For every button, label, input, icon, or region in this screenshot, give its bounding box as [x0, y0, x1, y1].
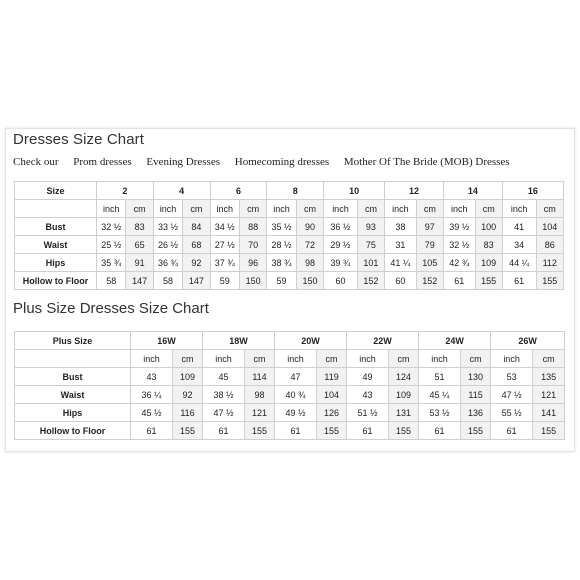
standard-unit-inch: inch [267, 200, 296, 218]
standard-size-heading: 16 [502, 182, 563, 200]
plus-cm-value: 141 [533, 404, 565, 422]
plus-cm-value: 116 [173, 404, 203, 422]
plus-cm-value: 130 [461, 368, 491, 386]
standard-size-heading: 14 [443, 182, 502, 200]
plus-cm-value: 155 [533, 422, 565, 440]
link-prom-dresses[interactable]: Prom dresses [73, 156, 132, 168]
standard-cm-value: 68 [183, 236, 210, 254]
standard-measurement-row [15, 254, 564, 272]
plus-inch-value: 49 [347, 368, 389, 386]
dress-category-links [13, 156, 522, 168]
plus-cm-value: 155 [173, 422, 203, 440]
plus-size-heading: 24W [419, 332, 491, 350]
standard-unit-cm: cm [536, 200, 564, 218]
standard-inch-value: 34 ½ [210, 218, 239, 236]
standard-inch-value: 61 [502, 272, 536, 290]
standard-cm-value: 109 [475, 254, 502, 272]
plus-unit-cm: cm [173, 350, 203, 368]
plus-cm-value: 135 [533, 368, 565, 386]
standard-inch-value: 25 ½ [97, 236, 126, 254]
standard-size-heading: 8 [267, 182, 324, 200]
plus-inch-value: 43 [131, 368, 173, 386]
link-mob-dresses[interactable]: Mother Of The Bride (MOB) Dresses [343, 156, 510, 168]
plus-cm-value: 126 [317, 404, 347, 422]
plus-cm-value: 121 [245, 404, 275, 422]
standard-inch-value: 32 ½ [443, 236, 475, 254]
plus-inch-value: 38 ½ [203, 386, 245, 404]
dresses-size-table [14, 181, 564, 290]
plus-unit-inch: inch [347, 350, 389, 368]
standard-inch-value: 37 ¾ [210, 254, 239, 272]
standard-inch-value: 41 ¼ [385, 254, 417, 272]
standard-inch-value: 61 [443, 272, 475, 290]
standard-unit-cm: cm [416, 200, 443, 218]
standard-cm-value: 88 [240, 218, 267, 236]
standard-inch-value: 59 [267, 272, 296, 290]
plus-unit-cm: cm [461, 350, 491, 368]
standard-size-heading: 6 [210, 182, 267, 200]
standard-measurement-label: Bust [15, 218, 97, 236]
standard-cm-value: 100 [475, 218, 502, 236]
standard-cm-value: 150 [240, 272, 267, 290]
standard-measurement-label: Waist [15, 236, 97, 254]
standard-inch-value: 44 ¼ [502, 254, 536, 272]
standard-cm-value: 91 [126, 254, 153, 272]
standard-cm-value: 97 [416, 218, 443, 236]
standard-inch-value: 58 [153, 272, 182, 290]
standard-unit-cm: cm [475, 200, 502, 218]
plus-inch-value: 53 [491, 368, 533, 386]
standard-inch-value: 26 ½ [153, 236, 182, 254]
plus-inch-value: 40 ¾ [275, 386, 317, 404]
plus-unit-cm: cm [389, 350, 419, 368]
standard-inch-value: 28 ½ [267, 236, 296, 254]
plus-inch-value: 61 [131, 422, 173, 440]
standard-inch-value: 29 ½ [324, 236, 358, 254]
plus-cm-value: 109 [173, 368, 203, 386]
plus-inch-value: 61 [347, 422, 389, 440]
standard-size-label: Size [15, 182, 97, 200]
standard-unit-cm: cm [296, 200, 323, 218]
standard-inch-value: 58 [97, 272, 126, 290]
standard-inch-value: 60 [385, 272, 417, 290]
standard-measurement-row [15, 236, 564, 254]
plus-inch-value: 53 ½ [419, 404, 461, 422]
plus-unit-row [15, 350, 565, 368]
plus-cm-value: 155 [245, 422, 275, 440]
standard-size-heading: 4 [153, 182, 210, 200]
standard-unit-inch: inch [210, 200, 239, 218]
plus-inch-value: 51 ½ [347, 404, 389, 422]
plus-cm-value: 119 [317, 368, 347, 386]
plus-size-header-row [15, 332, 565, 350]
plus-measurement-row [15, 386, 565, 404]
standard-inch-value: 38 ¾ [267, 254, 296, 272]
plus-unit-cm: cm [317, 350, 347, 368]
standard-inch-value: 41 [502, 218, 536, 236]
plus-cm-value: 98 [245, 386, 275, 404]
plus-size-heading: 20W [275, 332, 347, 350]
plus-size-heading: 22W [347, 332, 419, 350]
standard-cm-value: 84 [183, 218, 210, 236]
standard-unit-row [15, 200, 564, 218]
plus-size-chart-title: Plus Size Dresses Size Chart [13, 300, 209, 317]
standard-unit-cm: cm [357, 200, 384, 218]
plus-unit-inch: inch [203, 350, 245, 368]
plus-unit-inch: inch [419, 350, 461, 368]
plus-inch-value: 47 ½ [491, 386, 533, 404]
size-chart-title: Dresses Size Chart [13, 131, 145, 148]
standard-size-heading: 12 [385, 182, 444, 200]
plus-inch-value: 61 [275, 422, 317, 440]
standard-cm-value: 98 [296, 254, 323, 272]
plus-inch-value: 61 [491, 422, 533, 440]
plus-inch-value: 61 [419, 422, 461, 440]
standard-size-heading: 2 [97, 182, 154, 200]
links-prefix: Check our [13, 156, 59, 168]
standard-cm-value: 75 [357, 236, 384, 254]
plus-inch-value: 47 ½ [203, 404, 245, 422]
plus-cm-value: 92 [173, 386, 203, 404]
plus-inch-value: 36 ¼ [131, 386, 173, 404]
plus-measurement-label: Bust [15, 368, 131, 386]
standard-measurement-label: Hollow to Floor [15, 272, 97, 290]
standard-size-heading: 10 [324, 182, 385, 200]
plus-measurement-row [15, 422, 565, 440]
standard-inch-value: 59 [210, 272, 239, 290]
standard-cm-value: 105 [416, 254, 443, 272]
plus-inch-value: 49 ½ [275, 404, 317, 422]
plus-unit-cm: cm [533, 350, 565, 368]
standard-unit-inch: inch [385, 200, 417, 218]
standard-cm-value: 83 [475, 236, 502, 254]
standard-measurement-row [15, 218, 564, 236]
plus-unit-row-blank [15, 350, 131, 368]
plus-cm-value: 155 [389, 422, 419, 440]
standard-cm-value: 86 [536, 236, 564, 254]
plus-size-heading: 26W [491, 332, 565, 350]
plus-inch-value: 45 ¼ [419, 386, 461, 404]
standard-inch-value: 39 ¾ [324, 254, 358, 272]
standard-cm-value: 147 [126, 272, 153, 290]
standard-cm-value: 90 [296, 218, 323, 236]
standard-unit-inch: inch [502, 200, 536, 218]
plus-cm-value: 136 [461, 404, 491, 422]
standard-cm-value: 150 [296, 272, 323, 290]
plus-measurement-label: Hollow to Floor [15, 422, 131, 440]
plus-cm-value: 124 [389, 368, 419, 386]
standard-cm-value: 101 [357, 254, 384, 272]
link-homecoming-dresses[interactable]: Homecoming dresses [234, 156, 330, 168]
standard-inch-value: 36 ¾ [153, 254, 182, 272]
plus-measurement-row [15, 368, 565, 386]
plus-cm-value: 109 [389, 386, 419, 404]
standard-cm-value: 79 [416, 236, 443, 254]
plus-cm-value: 115 [461, 386, 491, 404]
link-evening-dresses[interactable]: Evening Dresses [146, 156, 220, 168]
standard-cm-value: 93 [357, 218, 384, 236]
plus-inch-value: 47 [275, 368, 317, 386]
plus-cm-value: 121 [533, 386, 565, 404]
plus-inch-value: 45 ½ [131, 404, 173, 422]
standard-inch-value: 42 ¾ [443, 254, 475, 272]
standard-unit-inch: inch [97, 200, 126, 218]
standard-cm-value: 104 [536, 218, 564, 236]
standard-size-header-row [15, 182, 564, 200]
standard-cm-value: 70 [240, 236, 267, 254]
plus-cm-value: 155 [317, 422, 347, 440]
plus-unit-inch: inch [131, 350, 173, 368]
standard-inch-value: 31 [385, 236, 417, 254]
plus-inch-value: 55 ½ [491, 404, 533, 422]
plus-cm-value: 114 [245, 368, 275, 386]
standard-inch-value: 34 [502, 236, 536, 254]
standard-unit-inch: inch [324, 200, 358, 218]
plus-cm-value: 131 [389, 404, 419, 422]
plus-inch-value: 51 [419, 368, 461, 386]
plus-inch-value: 45 [203, 368, 245, 386]
plus-unit-inch: inch [275, 350, 317, 368]
standard-cm-value: 83 [126, 218, 153, 236]
standard-measurement-label: Hips [15, 254, 97, 272]
standard-inch-value: 35 ½ [267, 218, 296, 236]
standard-unit-inch: inch [443, 200, 475, 218]
plus-inch-value: 43 [347, 386, 389, 404]
plus-size-label: Plus Size [15, 332, 131, 350]
standard-inch-value: 36 ½ [324, 218, 358, 236]
plus-unit-cm: cm [245, 350, 275, 368]
plus-measurement-row [15, 404, 565, 422]
plus-inch-value: 61 [203, 422, 245, 440]
standard-inch-value: 60 [324, 272, 358, 290]
standard-cm-value: 65 [126, 236, 153, 254]
standard-unit-inch: inch [153, 200, 182, 218]
standard-unit-row-blank [15, 200, 97, 218]
standard-inch-value: 35 ¾ [97, 254, 126, 272]
standard-measurement-row [15, 272, 564, 290]
standard-cm-value: 96 [240, 254, 267, 272]
plus-cm-value: 155 [461, 422, 491, 440]
standard-cm-value: 147 [183, 272, 210, 290]
standard-inch-value: 38 [385, 218, 417, 236]
plus-measurement-label: Hips [15, 404, 131, 422]
standard-cm-value: 152 [416, 272, 443, 290]
standard-inch-value: 32 ½ [97, 218, 126, 236]
standard-unit-cm: cm [183, 200, 210, 218]
standard-inch-value: 39 ½ [443, 218, 475, 236]
standard-inch-value: 33 ½ [153, 218, 182, 236]
plus-measurement-label: Waist [15, 386, 131, 404]
standard-inch-value: 27 ½ [210, 236, 239, 254]
standard-cm-value: 92 [183, 254, 210, 272]
plus-cm-value: 104 [317, 386, 347, 404]
standard-cm-value: 155 [536, 272, 564, 290]
standard-cm-value: 152 [357, 272, 384, 290]
plus-size-heading: 18W [203, 332, 275, 350]
plus-size-heading: 16W [131, 332, 203, 350]
standard-cm-value: 155 [475, 272, 502, 290]
standard-unit-cm: cm [126, 200, 153, 218]
plus-size-table [14, 331, 565, 440]
standard-unit-cm: cm [240, 200, 267, 218]
standard-cm-value: 72 [296, 236, 323, 254]
standard-cm-value: 112 [536, 254, 564, 272]
plus-unit-inch: inch [491, 350, 533, 368]
